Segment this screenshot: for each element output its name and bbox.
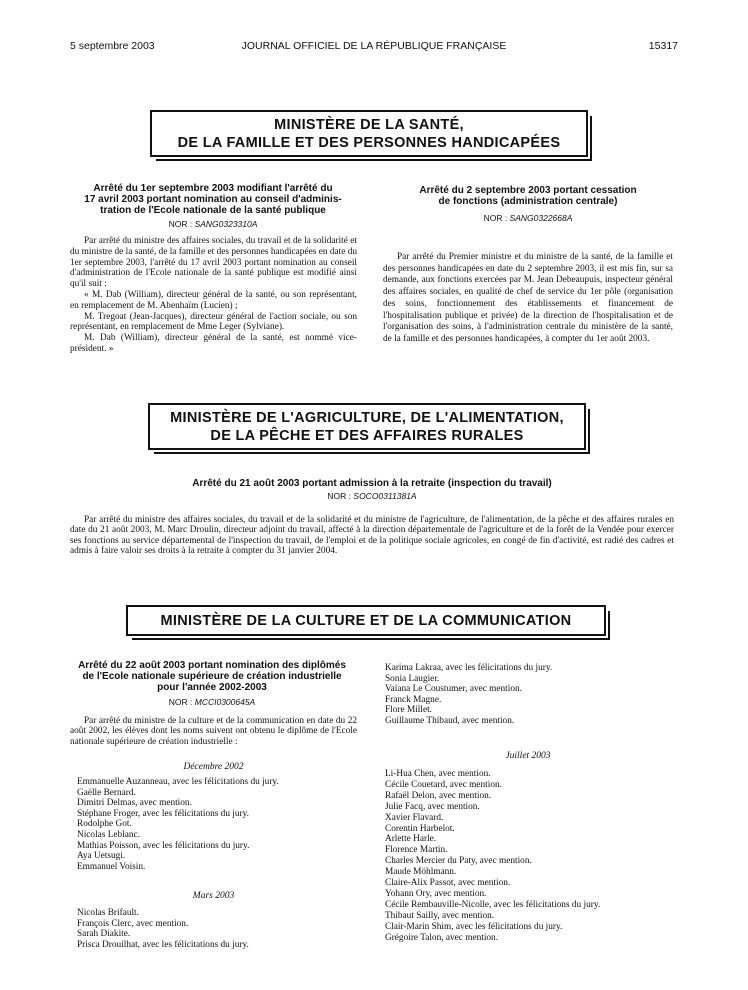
list-item: Emmanuel Voisin. (77, 861, 146, 872)
page-date: 5 septembre 2003 (70, 40, 155, 52)
list-item: Maude Möhlmann. (385, 867, 457, 878)
list-item: Dimitri Delmas, avec mention. (77, 798, 192, 809)
list-item: Thibaut Sailly, avec mention. (385, 910, 495, 921)
list-item: François Clerc, avec mention. (77, 918, 189, 929)
nor-reference: NOR : SOCO0311381A (327, 491, 417, 501)
list-item: Arlette Harle. (385, 834, 437, 845)
list-item: Yohann Ory, avec mention. (385, 888, 487, 899)
month-heading: Décembre 2002 (183, 762, 244, 772)
article-title: Arrêté du 21 août 2003 portant admission à la retraite (inspection du travail) (192, 478, 552, 489)
graduate-list (385, 663, 552, 727)
list-item: Rafaël Delon, avec mention. (385, 790, 492, 801)
list-item: Franck Magne. (385, 694, 442, 705)
list-item: Cécile Couetard, avec mention. (385, 779, 502, 790)
month-heading: Mars 2003 (192, 891, 235, 901)
article-body: Par arrêté du ministre de la culture et de la communication en date du 22 août 2002, les élèves dont les noms suivent ont obtenu le diplôme de l'Ecole nationale supérieure de création industrielle : (70, 716, 357, 747)
list-item: Emmanuelle Auzanneau, avec les félicitations du jury. (77, 777, 279, 787)
article-body: Par arrêté du ministre des affaires sociales, du travail et de la solidarité et du ministre de la santé, de la famille et des personnes handicapées en date du 1er septembre 2003, l'arrêté du 17 avril 2003 portant nomination au conseil d'administration de l'Ecole nationale de la santé publique est modifié ainsi qu'il suit : « M. Dab (William), directeur général de la santé, ou son représentant, en remplacement de M. Abenhaïm (Lucien) ; M. Tregoat (Jean-Jacques), directeur général de l'action sociale, ou son représentant, en remplacement de Mme Leger (Sylviane). M. Dab (William), directeur général de la santé, est nommé vice-président. » (70, 236, 357, 354)
list-item: Gaëlle Bernard. (77, 787, 136, 798)
list-item: Stéphane Froger, avec les félicitations du jury. (77, 808, 249, 819)
list-item: Vaïana Le Coustumer, avec mention. (385, 684, 522, 695)
article-title: Arrêté du 22 août 2003 portant nomination des diplômés de l'Ecole nationale supérieure de création industrielle pour l'année 2002-2003 (78, 660, 346, 693)
ministry-line-1: MINISTÈRE DE LA CULTURE ET DE LA COMMUNICATION (160, 612, 572, 629)
list-item: Mathias Poisson, avec les félicitations du jury. (77, 840, 250, 851)
article-title: Arrêté du 2 septembre 2003 portant cessation de fonctions (administration centrale) (419, 185, 637, 207)
ministry-heading-culture (126, 605, 606, 636)
graduate-list (77, 908, 249, 950)
ministry-line-2: DE LA PÊCHE ET DES AFFAIRES RURALES (210, 427, 524, 444)
list-item: Grégoire Talon, avec mention. (385, 932, 499, 943)
list-item: Guillaume Thibaud, avec mention. (385, 715, 515, 726)
list-item: Prisca Drouilhat, avec les félicitations du jury. (77, 939, 249, 950)
list-item: Florence Martin. (385, 845, 448, 856)
list-item: Julie Facq, avec mention. (385, 801, 480, 812)
ministry-line-2: DE LA FAMILLE ET DES PERSONNES HANDICAPÉES (177, 134, 561, 151)
list-item: Rodolphe Got. (77, 819, 132, 830)
graduate-list (77, 777, 279, 872)
nor-reference: NOR : SANG0322668A (483, 213, 573, 223)
list-item: Nicolas Leblanc. (77, 829, 140, 840)
list-item: Claire-Alix Passot, avec mention. (385, 878, 511, 889)
list-item: Nicolas Brifault. (77, 908, 139, 918)
list-item: Corentin Harbelot. (385, 823, 455, 834)
ministry-line-1: MINISTÈRE DE LA SANTÉ, (274, 116, 464, 133)
list-item: Charles Mercier du Paty, avec mention. (385, 856, 532, 867)
nor-reference: NOR : MCCI0300645A (168, 697, 256, 707)
nor-reference: NOR : SANG0323310A (168, 219, 258, 229)
list-item: Sarah Diakite. (77, 929, 131, 940)
month-heading: Juillet 2003 (505, 751, 551, 761)
list-item: Li-Hua Chen, avec mention. (385, 769, 491, 779)
list-item: Karima Lakraa, avec les félicitations du jury. (385, 663, 553, 673)
page-number: 15317 (648, 40, 678, 52)
list-item: Clair-Marin Shim, avec les félicitations du jury. (385, 921, 563, 932)
journal-title: JOURNAL OFFICIEL DE LA RÉPUBLIQUE FRANÇAISE (241, 40, 507, 52)
graduate-list (385, 769, 600, 944)
ministry-line-1: MINISTÈRE DE L'AGRICULTURE, DE L'ALIMENTATION, (170, 409, 564, 426)
article-body: Par arrêté du ministre des affaires sociales, du travail et de la solidarité et du ministre de l'agriculture, de l'alimentation, de la pêche et des affaires rurales en date du 21 août 2003, M. Marc Droulin, directeur adjoint du travail, affecté à la direction départementale de l'agriculture et de la forêt de la Vendée pour exercer ses fonctions au service départemental de l'inspection du travail, de l'emploi et de la politique sociale agricoles, en congé de fin d'activité, est radié des cadres et admis à faire valoir ses droits à la retraite à compter du 31 janvier 2004. (70, 515, 674, 557)
list-item: Cécile Rembauville-Nicolle, avec les félicitations du jury. (385, 899, 601, 910)
list-item: Sonia Laugier. (385, 673, 440, 684)
ministry-heading-sante (150, 110, 588, 157)
article-body: Par arrêté du Premier ministre et du ministre de la santé, de la famille et des personnes handicapées en date du 2 septembre 2003, il est mis fin, sur sa demande, aux fonctions exercées par M. Jean Debeaupuis, inspecteur général des affaires sociales, en qualité de chef de service du 1er pôle (organisation des soins, fonctionnement des établissements et financement de l'hospitalisation publique et privée) de la direction de l'hospitalisation et de l'organisation des soins, à l'administration centrale du ministère de la santé, de la famille et des personnes handicapées, à compter du 1er août 2003. (383, 252, 673, 344)
ministry-heading-agriculture (148, 403, 586, 450)
list-item: Flore Millet. (385, 705, 432, 716)
list-item: Aya Uetsugi. (77, 851, 126, 862)
article-title: Arrêté du 1er septembre 2003 modifiant l'arrêté du 17 avril 2003 portant nomination au conseil d'adminis- tration de l'Ecole nationale de la santé publique (84, 183, 342, 216)
list-item: Xavier Flavard. (385, 812, 444, 823)
